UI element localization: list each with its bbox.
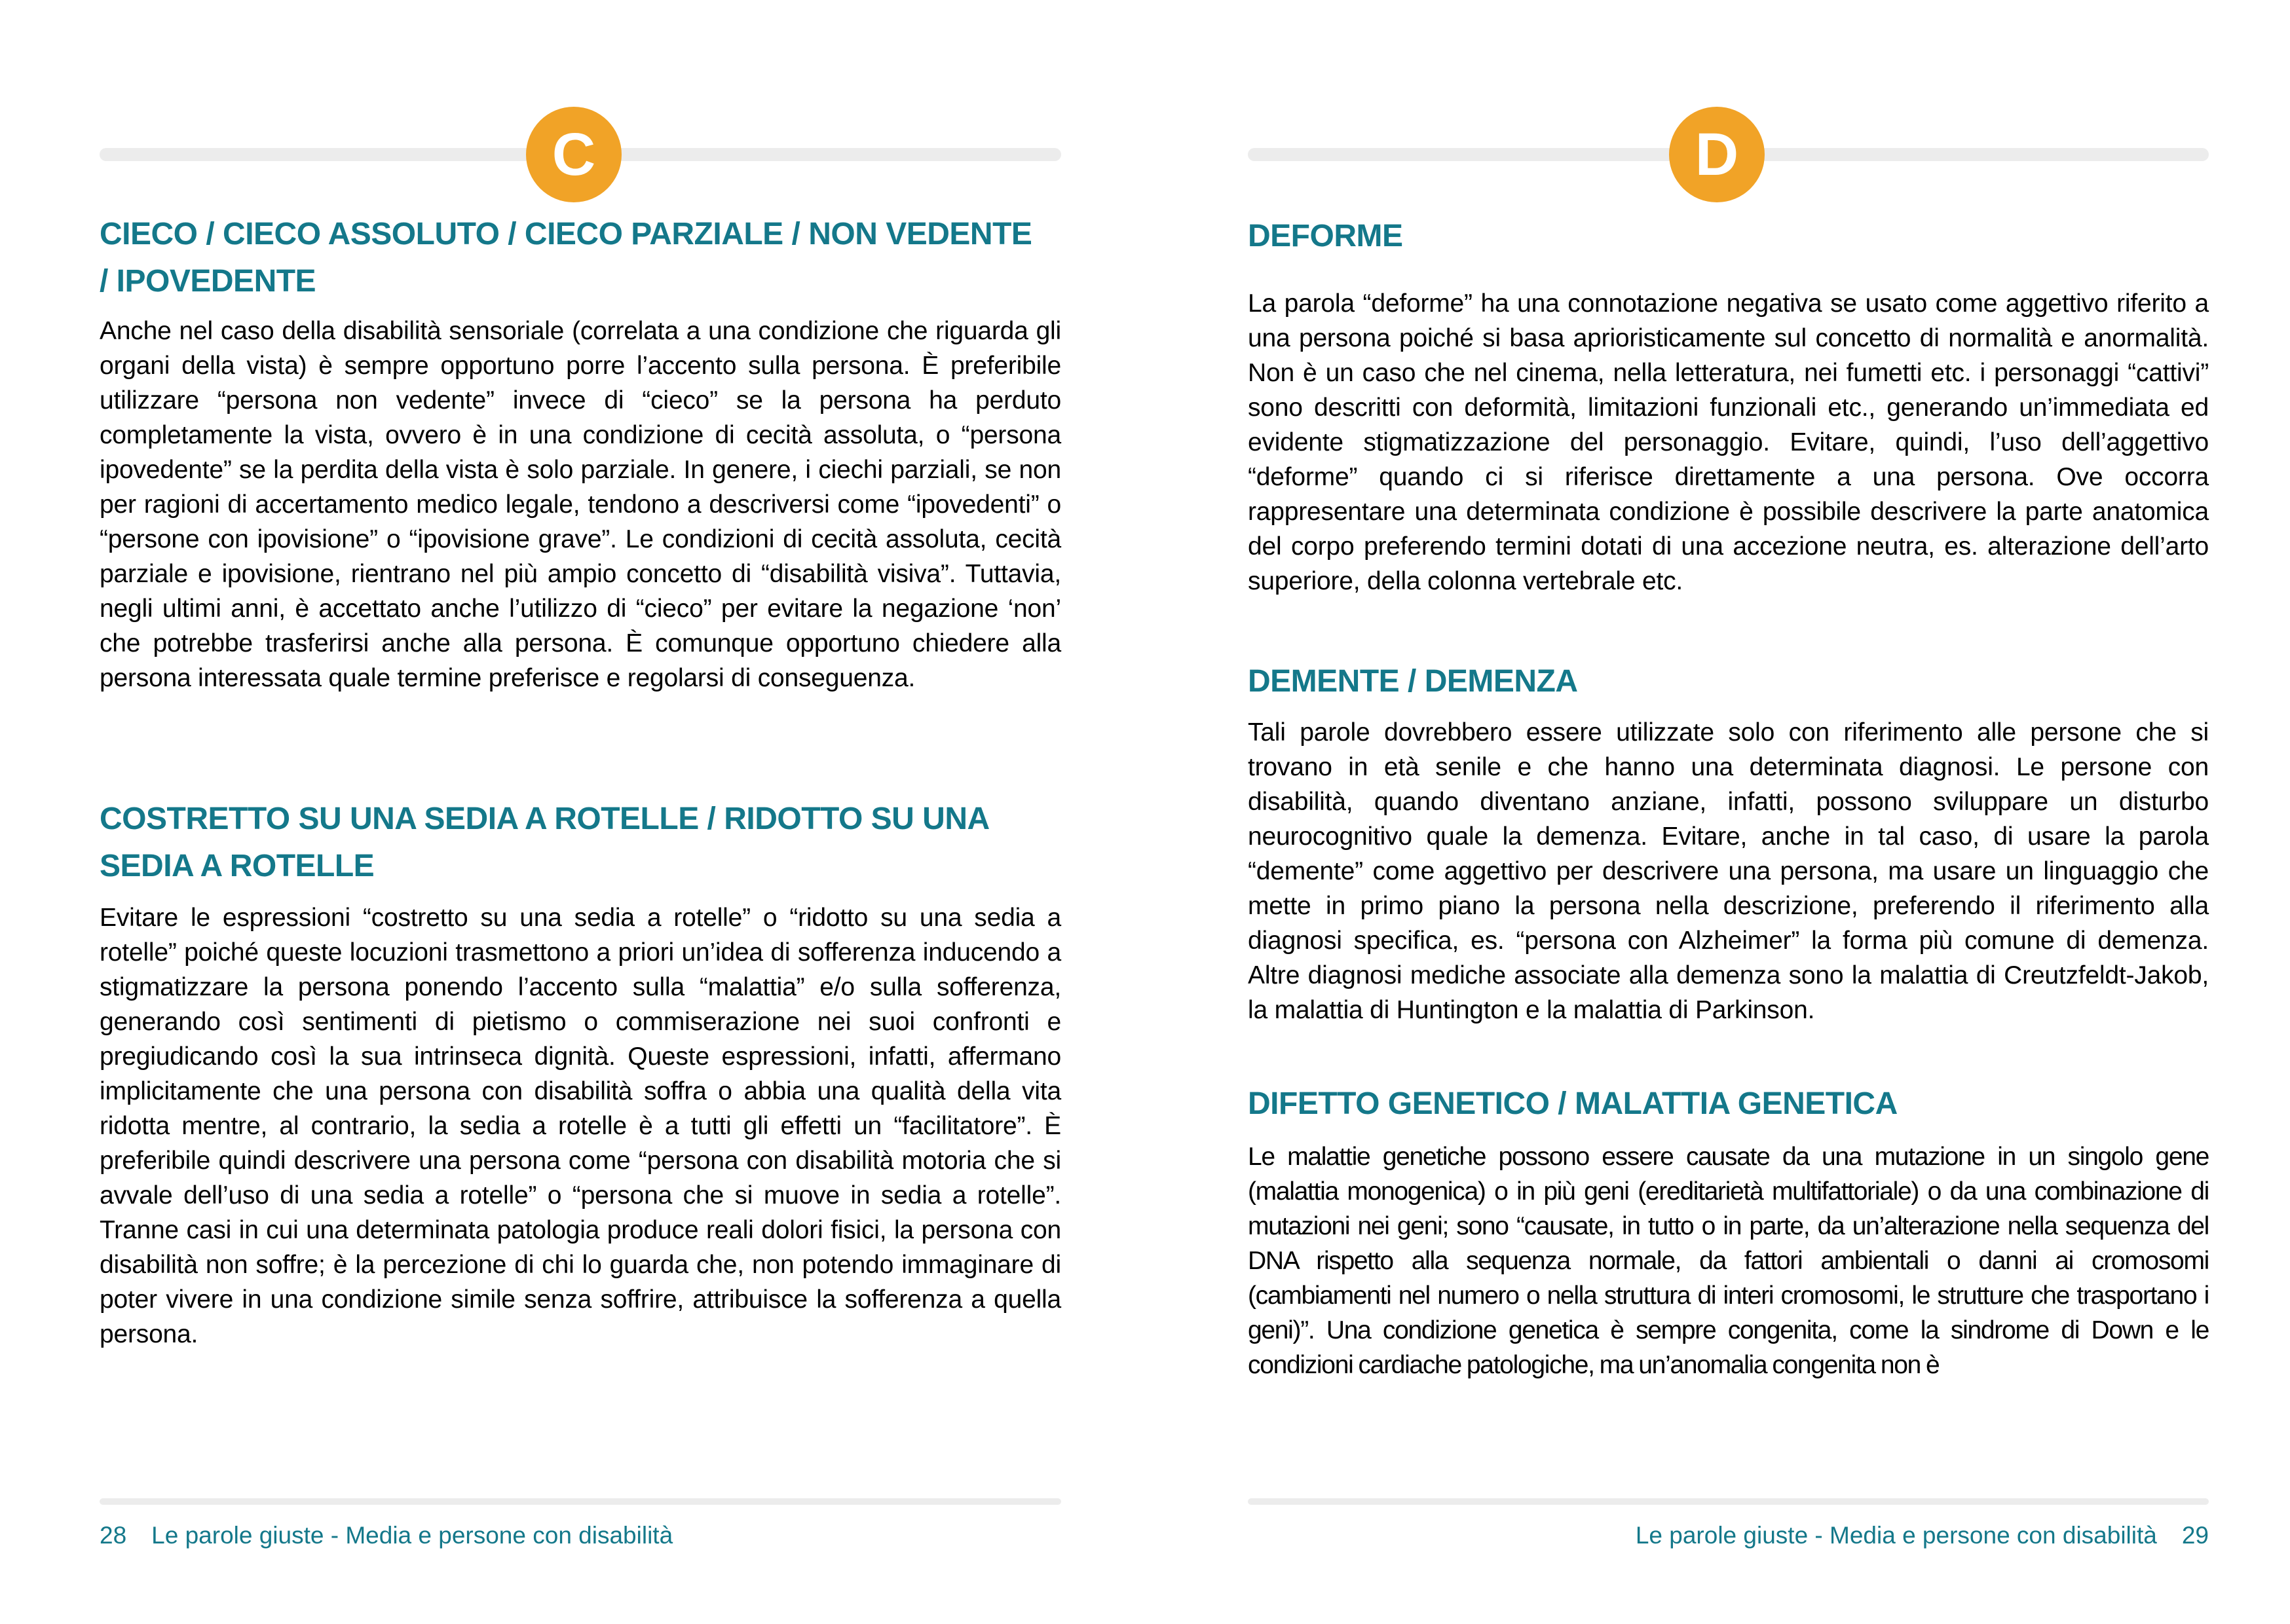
footer-right bbox=[1248, 1521, 2209, 1551]
heading-costretto-sedia-rotelle: COSTRETTO SU UNA SEDIA A ROTELLE / RIDOTTO SU UNA SEDIA A ROTELLE bbox=[100, 802, 988, 883]
paragraph-difetto-genetico: Le malattie genetiche possono essere causate da una mutazione in un singolo gene (malattia monogenica) o in più geni (ereditarietà multifattoriale) o da una combinazione di mutazioni nei geni; sono “causate, in tutto o in parte, da un’alterazione nella sequenza del DNA rispetto alla sequenza normale, da fattori ambientali o danni ai cromosomi (cambiamenti nel numero o nella struttura di interi cromosomi, le strutture che trasportano i geni)”. Una condizione genetica è sempre congenita, come la sindrome di Down e le condizioni cardiache patologiche, ma un’anomalia congenita non è bbox=[1248, 1143, 2209, 1379]
heading-demente-demenza: DEMENTE / DEMENZA bbox=[1248, 664, 1578, 699]
heading-deforme: DEFORME bbox=[1248, 219, 1403, 253]
paragraph-costretto-sedia-rotelle: Evitare le espressioni “costretto su una sedia a rotelle” o “ridotto su una sedia a rotelle” poiché queste locuzioni trasmettono a priori un’idea di sofferenza inducendo a stigmatizzare la persona ponendo l’accento sulla “malattia” e/o sulla sofferenza, generando così sentimenti di pietismo o commiserazione nei suoi confronti e pregiudicando così la sua intrinseca dignità. Queste espressioni, infatti, affermano implicitamente che una persona con disabilità soffra o abbia una qualità della vita ridotta mentre, al contrario, la sedia a rotelle è a tutti gli effetti un “facilitatore”. È preferibile quindi descrivere una persona come “persona con disabilità motoria che si avvale dell’uso di una sedia a rotelle” o “persona che si muove in sedia a rotelle”. Tranne casi in cui una determinata patologia produce reali dolori fisici, la persona con disabilità non soffre; è la percezione di chi lo guarda che, non potendo immaginare di poter vivere in una condizione simile senza soffrire, attribuisce la sofferenza a quella persona. bbox=[100, 904, 1061, 1348]
page-right bbox=[1145, 0, 2290, 1624]
section-letter: D bbox=[1695, 121, 1739, 188]
footer-title: Le parole giuste - Media e persone con disabilità bbox=[1635, 1522, 2157, 1549]
footer-left bbox=[100, 1521, 1061, 1551]
footer-rule bbox=[1248, 1498, 2209, 1505]
page-number: 29 bbox=[2181, 1522, 2209, 1549]
heading-cieco: CIECO / CIECO ASSOLUTO / CIECO PARZIALE / NON VEDENTE / IPOVEDENTE bbox=[100, 217, 1032, 299]
page-number: 28 bbox=[100, 1522, 127, 1549]
paragraph-deforme: La parola “deforme” ha una connotazione negativa se usato come aggettivo riferito a una persona poiché si basa aprioristicamente sul concetto di normalità e anormalità. Non è un caso che nel cinema, nella letteratura, nei fumetti etc. i personaggi “cattivi” sono descritti con deformità, limitazioni funzionali etc., generando un’immediata ed evidente stigmatizzazione del personaggio. Evitare, quindi, l’uso dell’aggettivo “deforme” quando ci si riferisce direttamente a una persona. Ove occorra rappresentare una determinata condizione è possibile descrivere la parte anatomica del corpo preferendo termini dotati di una accezione neutra, es. alterazione dell’arto superiore, della colonna vertebrale etc. bbox=[1248, 289, 2209, 595]
section-letter-badge bbox=[1669, 107, 1765, 202]
section-letter-badge bbox=[526, 107, 622, 202]
footer-title: Le parole giuste - Media e persone con disabilità bbox=[151, 1522, 673, 1549]
paragraph-demente-demenza: Tali parole dovrebbero essere utilizzate solo con riferimento alle persone che si trovano in età senile e che hanno una determinata diagnosi. Le persone con disabilità, quando diventano anziane, infatti, possono sviluppare un disturbo neurocognitivo quale la demenza. Evitare, anche in tal caso, di usare la parola “demente” come aggettivo per descrivere una persona, ma usare un linguaggio che mette in primo piano la persona nella descrizione, preferendo il riferimento alla diagnosi specifica, es. “persona con Alzheimer” la forma più comune di demenza. Altre diagnosi mediche associate alla demenza sono la malattia di Creutzfeldt-Jakob, la malattia di Huntington e la malattia di Parkinson. bbox=[1248, 718, 2209, 1024]
section-letter: C bbox=[552, 121, 596, 188]
footer-rule bbox=[100, 1498, 1061, 1505]
paragraph-cieco: Anche nel caso della disabilità sensoriale (correlata a una condizione che riguarda gli organi della vista) è sempre opportuno porre l’accento sulla persona. È preferibile utilizzare “persona non vedente” invece di “cieco” se la persona ha perduto completamente la vista, ovvero è in una condizione di cecità assoluta, o “persona ipovedente” se la perdita della vista è solo parziale. In genere, i ciechi parziali, se non per ragioni di accertamento medico legale, tendono a descriversi come “ipovedenti” o “persone con ipovisione” o “ipovisione grave”. Le condizioni di cecità assoluta, cecità parziale e ipovisione, rientrano nel più ampio concetto di “disabilità visiva”. Tuttavia, negli ultimi anni, è accettato anche l’utilizzo di “cieco” per evitare la negazione ‘non’ che potrebbe trasferirsi anche alla persona. È comunque opportuno chiedere alla persona interessata quale termine preferisce e regolarsi di conseguenza. bbox=[100, 317, 1061, 692]
heading-difetto-genetico: DIFETTO GENETICO / MALATTIA GENETICA bbox=[1248, 1086, 1898, 1121]
